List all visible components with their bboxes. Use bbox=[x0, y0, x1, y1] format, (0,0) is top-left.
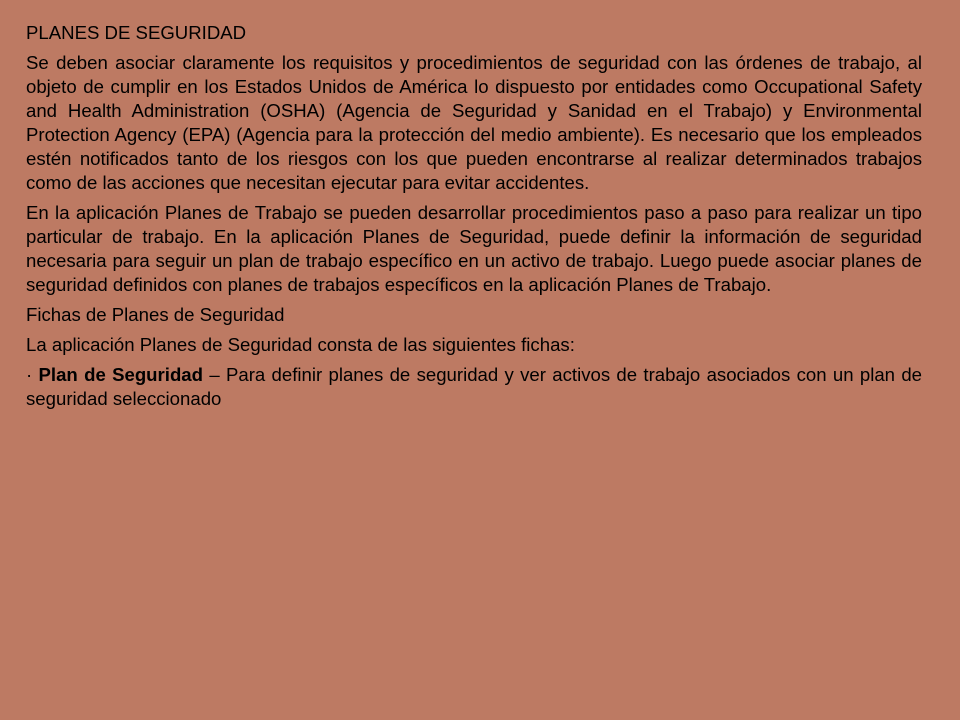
bullet-marker: · bbox=[26, 364, 33, 385]
bullet-term: Plan de Seguridad bbox=[38, 364, 204, 385]
bullet-item bbox=[26, 363, 922, 411]
bullet-description: – Para definir planes de seguridad y ver activos de trabajo asociados con un plan de seguridad seleccionado bbox=[26, 364, 923, 409]
slide-title: PLANES DE SEGURIDAD bbox=[26, 22, 247, 43]
paragraph-applications: En la aplicación Planes de Trabajo se pueden desarrollar procedimientos paso a paso para realizar un tipo particular de trabajo. En la aplicación Planes de Seguridad, puede definir la información de seguridad necesaria para seguir un plan de trabajo específico en un activo de trabajo. Luego puede asociar planes de seguridad definidos con planes de trabajos específicos en la aplicación Planes de Trabajo. bbox=[26, 202, 922, 295]
intro-line: La aplicación Planes de Seguridad consta de las siguientes fichas: bbox=[26, 334, 575, 355]
subheading: Fichas de Planes de Seguridad bbox=[26, 304, 285, 325]
slide-body bbox=[26, 21, 922, 411]
paragraph-regulations: Se deben asociar claramente los requisitos y procedimientos de seguridad con las órdenes de trabajo, al objeto de cumplir en los Estados Unidos de América lo dispuesto por entidades como Occupational Safety and Health Administration (OSHA) (Agencia de Seguridad y Sanidad en el Trabajo) y Environmental Protection Agency (EPA) (Agencia para la protección del medio ambiente). Es necesario que los empleados estén notificados tanto de los riesgos con los que pueden encontrarse al realizar determinados trabajos como de las acciones que necesitan ejecutar para evitar accidentes. bbox=[26, 52, 922, 193]
